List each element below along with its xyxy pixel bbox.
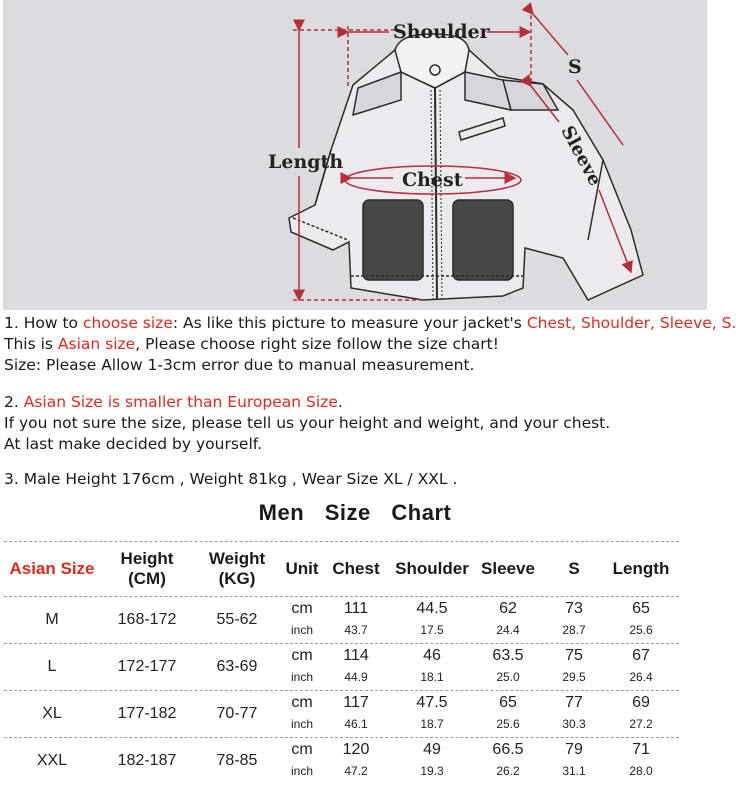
row-inch-shoulder: 19.3 <box>420 764 444 778</box>
row-size: XXL <box>36 752 68 769</box>
row-cm-sleeve: 63.5 <box>492 647 524 664</box>
row-cm-shoulder: 44.5 <box>416 600 448 617</box>
note-1b-highlight: Asian size <box>57 335 136 353</box>
header-shoulder: Shoulder <box>395 559 469 578</box>
row-cm-chest: 114 <box>343 647 369 664</box>
row-height: 177-182 <box>117 705 177 722</box>
row-cm-length: 67 <box>632 647 650 664</box>
row-cm-s: 77 <box>565 694 583 711</box>
s-label: S <box>568 56 582 78</box>
note-2-text-c: . <box>337 393 343 411</box>
row-cm-shoulder: 49 <box>423 741 441 758</box>
row-cm-chest: 120 <box>342 741 370 758</box>
row-inch-length: 28.0 <box>629 764 653 778</box>
note-2-text-a: 2. <box>4 393 24 411</box>
row-cm-unit: cm <box>291 647 313 664</box>
row-inch-s: 28.7 <box>562 623 586 637</box>
row-inch-shoulder: 18.1 <box>420 670 444 684</box>
row-cm-length: 69 <box>632 694 650 711</box>
row-height: 182-187 <box>117 752 177 769</box>
header-asian-size: Asian Size <box>9 559 95 578</box>
row-inch-shoulder: 17.5 <box>420 623 444 637</box>
row-size: L <box>47 658 57 675</box>
row-divider <box>4 737 679 738</box>
row-cm-length: 71 <box>632 741 650 758</box>
header-unit: Unit <box>285 559 319 578</box>
row-cm-unit: cm <box>291 600 313 617</box>
header-weight-line1: Weight <box>208 549 266 568</box>
row-inch-unit: inch <box>290 670 313 684</box>
header-chest: Chest <box>332 559 380 578</box>
chart-title: Men Size Chart <box>258 500 452 525</box>
row-size: M <box>45 611 59 628</box>
table-divider <box>4 541 679 542</box>
header-height <box>100 549 194 589</box>
header-height-line1: Height <box>120 549 174 568</box>
row-inch-s: 31.1 <box>562 764 586 778</box>
note-2-highlight: Asian Size is smaller than European Size <box>23 393 338 411</box>
header-height-line2: (CM) <box>128 569 166 588</box>
note-1b <box>4 334 708 355</box>
row-inch-shoulder: 18.7 <box>420 717 444 731</box>
row-cm-sleeve: 62 <box>499 600 517 617</box>
note-1-text-c: : As like this picture to measure your jacket's <box>172 314 527 332</box>
row-cm-chest: 111 <box>343 600 369 617</box>
length-label: Length <box>268 151 344 173</box>
note-1-highlight: choose size <box>82 314 173 332</box>
row-inch-s: 30.3 <box>562 717 586 731</box>
row-weight: 78-85 <box>216 752 258 769</box>
jacket-illustration <box>3 0 707 310</box>
note-3: 3. Male Height 176cm , Weight 81kg , Wear Size XL / XXL . <box>4 470 458 488</box>
row-size: XL <box>42 705 62 722</box>
row-inch-unit: inch <box>290 717 313 731</box>
header-s: S <box>568 559 580 578</box>
row-inch-s: 29.5 <box>562 670 586 684</box>
row-cm-s: 73 <box>565 600 583 617</box>
row-cm-s: 75 <box>565 647 583 664</box>
note-1c: Size: Please Allow 1-3cm error due to manual measurement. <box>4 356 475 374</box>
header-sleeve: Sleeve <box>481 559 535 578</box>
note-2 <box>4 392 708 413</box>
row-divider <box>4 643 679 644</box>
row-cm-sleeve: 65 <box>499 694 517 711</box>
row-divider <box>4 596 679 597</box>
note-2b: If you not sure the size, please tell us your height and weight, and your chest. <box>4 414 611 432</box>
note-2c: At last make decided by yourself. <box>4 435 263 453</box>
shoulder-label: Shoulder <box>393 21 490 43</box>
jacket-measurement-diagram <box>3 0 707 310</box>
header-weight-line2: (KG) <box>218 569 256 588</box>
row-weight: 63-69 <box>216 658 258 675</box>
row-inch-sleeve: 25.6 <box>496 717 520 731</box>
row-inch-length: 25.6 <box>629 623 653 637</box>
row-inch-chest: 47.2 <box>344 764 368 778</box>
row-cm-unit: cm <box>291 694 313 711</box>
row-cm-s: 79 <box>565 741 583 758</box>
row-inch-length: 27.2 <box>629 717 653 731</box>
row-inch-length: 26.4 <box>629 670 653 684</box>
row-cm-shoulder: 47.5 <box>416 694 448 711</box>
row-weight: 70-77 <box>216 705 258 722</box>
note-1b-text-c: , Please choose right size follow the size chart! <box>135 335 499 353</box>
row-inch-chest: 46.1 <box>344 717 368 731</box>
row-inch-unit: inch <box>290 764 313 778</box>
row-cm-shoulder: 46 <box>423 647 441 664</box>
row-inch-chest: 44.9 <box>344 670 368 684</box>
size-notes <box>4 313 736 490</box>
header-weight <box>194 549 280 589</box>
chest-label: Chest <box>402 169 463 191</box>
row-inch-sleeve: 26.2 <box>496 764 520 778</box>
note-1-text-a: 1. How to <box>4 314 83 332</box>
row-inch-sleeve: 24.4 <box>496 623 520 637</box>
note-1b-text-a: This is <box>4 335 58 353</box>
row-cm-sleeve: 66.5 <box>492 741 524 758</box>
row-cm-length: 65 <box>632 600 650 617</box>
row-inch-sleeve: 25.0 <box>496 670 520 684</box>
row-inch-chest: 43.7 <box>344 623 368 637</box>
row-height: 168-172 <box>117 611 177 628</box>
note-1 <box>4 313 736 334</box>
row-divider <box>4 690 679 691</box>
row-inch-unit: inch <box>290 623 313 637</box>
row-weight: 55-62 <box>216 611 258 628</box>
row-height: 172-177 <box>117 658 177 675</box>
sleeve-label: Sleeve <box>556 122 606 190</box>
row-cm-chest: 117 <box>343 694 369 711</box>
note-1-measurements: Chest, Shoulder, Sleeve, S. <box>526 314 736 332</box>
row-cm-unit: cm <box>291 741 313 758</box>
header-length: Length <box>612 559 670 578</box>
